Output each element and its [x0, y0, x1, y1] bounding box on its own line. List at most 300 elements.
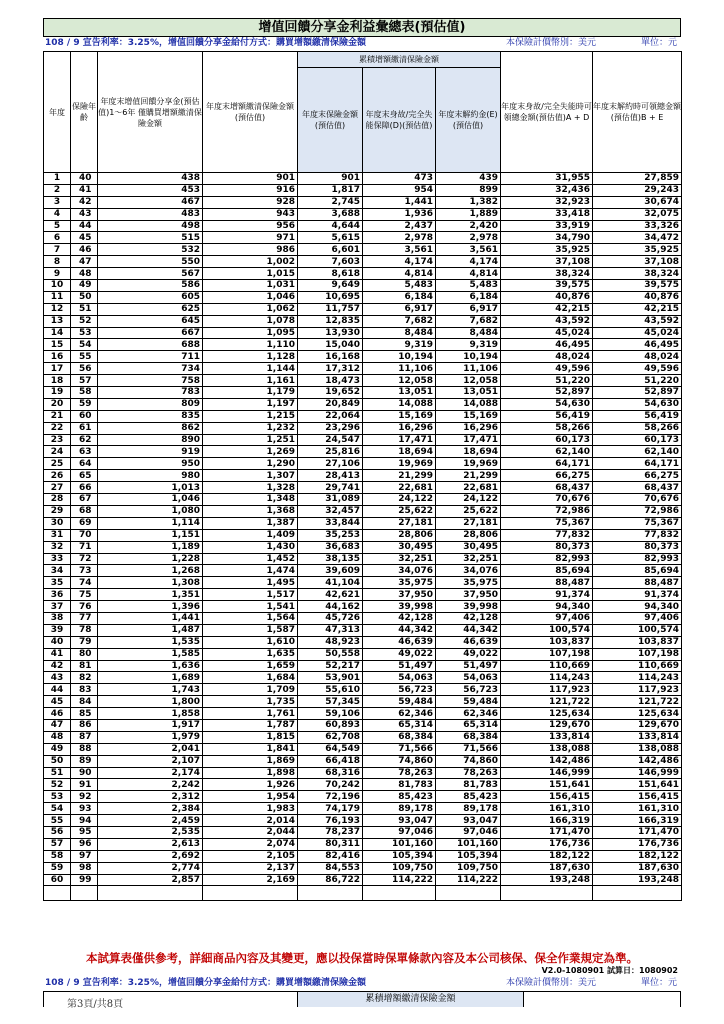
table-cell: 1,095	[203, 327, 298, 339]
table-cell: 161,310	[501, 803, 593, 815]
table-row	[44, 755, 682, 767]
table-cell: 62,346	[436, 708, 501, 720]
table-cell: 6,917	[363, 303, 436, 315]
table-row	[44, 874, 682, 886]
table-cell: 29,741	[298, 482, 363, 494]
table-cell: 7,682	[436, 315, 501, 327]
table-cell: 2,535	[98, 826, 203, 838]
table-cell: 56,419	[501, 410, 593, 422]
table-cell: 2,174	[98, 767, 203, 779]
table-cell: 1,232	[203, 422, 298, 434]
table-cell: 62,346	[363, 708, 436, 720]
table-cell: 22	[44, 422, 71, 434]
table-cell: 1,898	[203, 767, 298, 779]
table-cell: 17	[44, 363, 71, 375]
table-cell: 114,222	[436, 874, 501, 886]
table-cell: 835	[98, 410, 203, 422]
table-cell: 70,676	[593, 494, 682, 506]
table-cell: 53	[44, 791, 71, 803]
footer-table-header	[43, 991, 681, 1007]
table-cell: 32,923	[501, 196, 593, 208]
table-cell: 12,058	[436, 375, 501, 387]
table-cell: 93	[71, 803, 98, 815]
table-cell: 56,723	[363, 684, 436, 696]
table-cell: 35	[44, 577, 71, 589]
table-row	[44, 196, 682, 208]
table-cell: 109,750	[436, 862, 501, 874]
table-cell: 67	[71, 494, 98, 506]
table-cell: 49	[44, 743, 71, 755]
table-row	[44, 482, 682, 494]
table-cell: 4,814	[363, 268, 436, 280]
table-cell: 142,486	[501, 755, 593, 767]
table-body	[44, 173, 682, 901]
table-row	[44, 743, 682, 755]
table-cell: 14,088	[363, 398, 436, 410]
table-cell: 68,437	[501, 482, 593, 494]
table-cell: 4,174	[363, 256, 436, 268]
table-cell: 46,639	[363, 636, 436, 648]
header-death-benefit: 年度末身故/完全失能保障(D)(預估值)	[363, 68, 436, 173]
table-cell: 1,441	[98, 612, 203, 624]
table-row	[44, 315, 682, 327]
table-cell: 928	[203, 196, 298, 208]
table-cell: 980	[98, 470, 203, 482]
table-cell: 103,837	[593, 636, 682, 648]
footer-rate-info: 108 / 9 宣告利率：3.25%，增值回饋分享金給付方式：購買增額繳清保險金額	[45, 978, 366, 988]
table-cell: 74,860	[363, 755, 436, 767]
table-row	[44, 589, 682, 601]
table-cell: 75,367	[593, 517, 682, 529]
table-cell: 52,897	[593, 387, 682, 399]
table-cell: 11,757	[298, 303, 363, 315]
table-cell: 605	[98, 291, 203, 303]
table-cell: 1,635	[203, 648, 298, 660]
table-row	[44, 648, 682, 660]
table-cell: 62,708	[298, 731, 363, 743]
table-cell: 44,342	[363, 624, 436, 636]
table-cell: 2,041	[98, 743, 203, 755]
table-cell: 37,108	[593, 256, 682, 268]
table-cell: 94,340	[501, 601, 593, 613]
table-cell: 950	[98, 458, 203, 470]
table-row	[44, 862, 682, 874]
table-row	[44, 422, 682, 434]
table-cell: 49,596	[593, 363, 682, 375]
table-cell: 483	[98, 208, 203, 220]
table-cell: 72	[71, 553, 98, 565]
table-cell: 105,394	[363, 850, 436, 862]
table-cell: 107,198	[593, 648, 682, 660]
table-cell: 91,374	[593, 589, 682, 601]
table-cell: 2	[44, 184, 71, 196]
table-cell: 22,681	[363, 482, 436, 494]
table-cell: 77	[71, 612, 98, 624]
table-cell: 68,384	[436, 731, 501, 743]
table-cell: 54,063	[436, 672, 501, 684]
table-cell: 30	[44, 517, 71, 529]
table-cell: 65,314	[436, 719, 501, 731]
table-row	[44, 708, 682, 720]
table-cell: 1,869	[203, 755, 298, 767]
info-bar	[43, 37, 681, 50]
table-cell: 78,263	[436, 767, 501, 779]
table-cell: 32,436	[501, 184, 593, 196]
table-cell: 438	[98, 173, 203, 185]
table-cell: 88,487	[501, 577, 593, 589]
table-row	[44, 719, 682, 731]
table-cell: 80	[71, 648, 98, 660]
table-row	[44, 363, 682, 375]
table-cell: 59	[71, 398, 98, 410]
table-cell: 50	[44, 755, 71, 767]
table-cell: 81,783	[363, 779, 436, 791]
table-cell: 1,541	[203, 601, 298, 613]
table-cell: 31,955	[501, 173, 593, 185]
table-cell: 1,858	[98, 708, 203, 720]
table-row	[44, 850, 682, 862]
table-cell: 60,893	[298, 719, 363, 731]
table-row	[44, 791, 682, 803]
table-cell: 28,413	[298, 470, 363, 482]
table-cell: 46,639	[436, 636, 501, 648]
table-cell: 17,471	[436, 434, 501, 446]
table-row	[44, 529, 682, 541]
table-cell: 1,114	[98, 517, 203, 529]
table-cell: 2,137	[203, 862, 298, 874]
table-cell: 1,926	[203, 779, 298, 791]
table-cell: 1,268	[98, 565, 203, 577]
table-cell: 34,076	[436, 565, 501, 577]
table-cell: 6,184	[363, 291, 436, 303]
table-cell: 24,122	[436, 494, 501, 506]
table-cell: 84	[71, 696, 98, 708]
table-cell: 1,179	[203, 387, 298, 399]
table-cell: 42,128	[363, 612, 436, 624]
table-row	[44, 256, 682, 268]
table-cell: 59	[44, 862, 71, 874]
table-cell: 18	[44, 375, 71, 387]
table-row	[44, 410, 682, 422]
table-cell: 901	[203, 173, 298, 185]
table-cell: 1,189	[98, 541, 203, 553]
table-cell: 60	[71, 410, 98, 422]
table-cell: 1,610	[203, 636, 298, 648]
currency-info: 本保險計價幣別：美元	[506, 38, 597, 48]
table-cell: 12,058	[363, 375, 436, 387]
table-cell: 2,437	[363, 220, 436, 232]
table-cell: 899	[436, 184, 501, 196]
table-cell: 53	[71, 327, 98, 339]
table-cell: 2,774	[98, 862, 203, 874]
table-cell: 193,248	[501, 874, 593, 886]
table-cell: 25	[44, 458, 71, 470]
footer-group-header: 累積增額繳清保險金額	[297, 992, 524, 1007]
table-cell: 66,418	[298, 755, 363, 767]
table-cell: 645	[98, 315, 203, 327]
table-cell: 971	[203, 232, 298, 244]
table-cell: 532	[98, 244, 203, 256]
table-cell: 1,535	[98, 636, 203, 648]
table-row	[44, 565, 682, 577]
table-cell: 49,596	[501, 363, 593, 375]
table-cell: 16,296	[363, 422, 436, 434]
table-cell: 78,263	[363, 767, 436, 779]
table-cell: 2,459	[98, 815, 203, 827]
table-cell: 862	[98, 422, 203, 434]
table-cell: 85,423	[436, 791, 501, 803]
table-cell: 473	[363, 173, 436, 185]
table-cell: 9,319	[363, 339, 436, 351]
table-cell: 6,601	[298, 244, 363, 256]
table-cell: 19,652	[298, 387, 363, 399]
table-cell: 5,615	[298, 232, 363, 244]
table-cell: 1,078	[203, 315, 298, 327]
table-cell: 34,472	[593, 232, 682, 244]
table-cell: 42	[44, 660, 71, 672]
table-cell: 2,107	[98, 755, 203, 767]
table-cell: 114,243	[593, 672, 682, 684]
table-cell: 74	[71, 577, 98, 589]
table-cell: 91	[71, 779, 98, 791]
page-title: 增值回饋分享金利益彙總表(預估值)	[43, 18, 681, 37]
table-cell: 1,709	[203, 684, 298, 696]
table-row	[44, 208, 682, 220]
table-cell: 1,387	[203, 517, 298, 529]
table-cell: 39,575	[501, 280, 593, 292]
table-cell: 182,122	[501, 850, 593, 862]
table-cell: 688	[98, 339, 203, 351]
table-cell: 439	[436, 173, 501, 185]
empty-cell	[501, 886, 593, 901]
table-cell: 16,296	[436, 422, 501, 434]
table-cell: 8,484	[363, 327, 436, 339]
table-cell: 2,074	[203, 838, 298, 850]
table-row	[44, 173, 682, 185]
table-cell: 62	[71, 434, 98, 446]
table-cell: 19,969	[436, 458, 501, 470]
disclaimer-note: 本試算表僅供參考，詳細商品內容及其變更，應以投保當時保單條款內容及本公司核保、保全作業規定為準。	[86, 951, 638, 965]
benefit-table	[43, 51, 682, 901]
table-cell: 7,682	[363, 315, 436, 327]
table-row	[44, 291, 682, 303]
table-cell: 35,925	[593, 244, 682, 256]
table-cell: 4	[44, 208, 71, 220]
table-cell: 56,723	[436, 684, 501, 696]
table-cell: 89	[71, 755, 98, 767]
table-cell: 33	[44, 553, 71, 565]
table-row	[44, 351, 682, 363]
table-cell: 46,495	[501, 339, 593, 351]
table-cell: 1,495	[203, 577, 298, 589]
table-cell: 43,592	[593, 315, 682, 327]
table-cell: 1,197	[203, 398, 298, 410]
table-cell: 15,169	[436, 410, 501, 422]
empty-cell	[363, 886, 436, 901]
table-cell: 89,178	[363, 803, 436, 815]
table-cell: 42	[71, 196, 98, 208]
table-cell: 35,975	[436, 577, 501, 589]
table-cell: 78	[71, 624, 98, 636]
table-cell: 1,046	[98, 494, 203, 506]
table-cell: 43,592	[501, 315, 593, 327]
table-cell: 66,275	[593, 470, 682, 482]
table-cell: 91,374	[501, 589, 593, 601]
table-cell: 22,064	[298, 410, 363, 422]
table-cell: 10,194	[436, 351, 501, 363]
table-cell: 100,574	[593, 624, 682, 636]
table-cell: 87	[71, 731, 98, 743]
table-cell: 42,215	[501, 303, 593, 315]
header-paidup-amount: 年度末增額繳清保險金額(預估值)	[203, 52, 298, 173]
table-cell: 74,179	[298, 803, 363, 815]
table-cell: 1,517	[203, 589, 298, 601]
table-cell: 43	[71, 208, 98, 220]
table-row	[44, 684, 682, 696]
table-cell: 46	[71, 244, 98, 256]
table-cell: 1	[44, 173, 71, 185]
table-cell: 38,324	[593, 268, 682, 280]
table-cell: 1,144	[203, 363, 298, 375]
table-cell: 1,110	[203, 339, 298, 351]
table-cell: 1,290	[203, 458, 298, 470]
table-cell: 166,319	[501, 815, 593, 827]
table-cell: 51,220	[593, 375, 682, 387]
table-cell: 498	[98, 220, 203, 232]
table-cell: 25,622	[436, 505, 501, 517]
table-cell: 58,266	[501, 422, 593, 434]
table-cell: 14,088	[436, 398, 501, 410]
table-cell: 467	[98, 196, 203, 208]
table-cell: 59,106	[298, 708, 363, 720]
table-cell: 76,193	[298, 815, 363, 827]
table-cell: 48,024	[593, 351, 682, 363]
table-cell: 1,815	[203, 731, 298, 743]
table-cell: 107,198	[501, 648, 593, 660]
table-cell: 73	[71, 565, 98, 577]
table-cell: 166,319	[593, 815, 682, 827]
table-cell: 57,345	[298, 696, 363, 708]
table-cell: 51,220	[501, 375, 593, 387]
table-cell: 1,307	[203, 470, 298, 482]
table-cell: 21	[44, 410, 71, 422]
table-cell: 28,806	[436, 529, 501, 541]
table-cell: 68	[71, 505, 98, 517]
table-row	[44, 577, 682, 589]
table-cell: 156,415	[593, 791, 682, 803]
table-cell: 129,670	[593, 719, 682, 731]
table-cell: 14	[44, 327, 71, 339]
table-cell: 64,171	[593, 458, 682, 470]
table-cell: 85,423	[363, 791, 436, 803]
table-cell: 81	[71, 660, 98, 672]
table-cell: 1,800	[98, 696, 203, 708]
table-cell: 94,340	[593, 601, 682, 613]
table-cell: 25,622	[363, 505, 436, 517]
table-row	[44, 517, 682, 529]
table-cell: 97,406	[593, 612, 682, 624]
table-cell: 56,419	[593, 410, 682, 422]
table-cell: 44,342	[436, 624, 501, 636]
table-cell: 54,630	[593, 398, 682, 410]
table-cell: 986	[203, 244, 298, 256]
table-cell: 68,384	[363, 731, 436, 743]
table-cell: 11,106	[363, 363, 436, 375]
table-row	[44, 446, 682, 458]
header-surrender-total: 年度末解約時可領總金額(預估值)B + E	[593, 52, 682, 173]
table-cell: 42,215	[593, 303, 682, 315]
table-cell: 27,181	[436, 517, 501, 529]
table-cell: 54	[44, 803, 71, 815]
table-cell: 93,047	[363, 815, 436, 827]
table-cell: 2,613	[98, 838, 203, 850]
table-cell: 15	[44, 339, 71, 351]
table-cell: 57	[44, 838, 71, 850]
table-row	[44, 398, 682, 410]
table-cell: 27,859	[593, 173, 682, 185]
table-cell: 161,310	[593, 803, 682, 815]
table-cell: 37,950	[363, 589, 436, 601]
table-cell: 9,319	[436, 339, 501, 351]
table-cell: 57	[71, 375, 98, 387]
table-cell: 70,676	[501, 494, 593, 506]
table-cell: 90	[71, 767, 98, 779]
table-cell: 105,394	[436, 850, 501, 862]
empty-cell	[44, 886, 71, 901]
table-cell: 49,022	[436, 648, 501, 660]
table-cell: 50,558	[298, 648, 363, 660]
header-group-cumulative: 累積增額繳清保險金額	[298, 52, 501, 68]
table-cell: 151,641	[593, 779, 682, 791]
table-cell: 52	[44, 779, 71, 791]
table-cell: 34,076	[363, 565, 436, 577]
table-cell: 1,308	[98, 577, 203, 589]
table-cell: 12	[44, 303, 71, 315]
table-cell: 37,950	[436, 589, 501, 601]
table-cell: 2,978	[436, 232, 501, 244]
empty-cell	[98, 886, 203, 901]
table-cell: 30,495	[436, 541, 501, 553]
table-cell: 98	[71, 862, 98, 874]
table-cell: 101,160	[363, 838, 436, 850]
table-cell: 18,694	[363, 446, 436, 458]
footer-info-bar	[43, 977, 681, 990]
table-cell: 51,497	[436, 660, 501, 672]
table-row	[44, 838, 682, 850]
table-row	[44, 268, 682, 280]
table-cell: 10	[44, 280, 71, 292]
table-cell: 1,430	[203, 541, 298, 553]
table-cell: 55,610	[298, 684, 363, 696]
table-cell: 1,015	[203, 268, 298, 280]
table-cell: 6,917	[436, 303, 501, 315]
table-cell: 1,452	[203, 553, 298, 565]
table-row	[44, 387, 682, 399]
table-cell: 33,326	[593, 220, 682, 232]
table-cell: 1,474	[203, 565, 298, 577]
table-cell: 2,420	[436, 220, 501, 232]
rate-info: 108 / 9 宣告利率：3.25%，增值回饋分享金給付方式：購買增額繳清保險金額	[45, 38, 366, 48]
table-cell: 71	[71, 541, 98, 553]
table-cell: 45,024	[501, 327, 593, 339]
header-year: 年度	[44, 52, 71, 173]
table-row	[44, 244, 682, 256]
table-cell: 45,726	[298, 612, 363, 624]
table-cell: 28	[44, 494, 71, 506]
table-cell: 2,978	[363, 232, 436, 244]
table-cell: 103,837	[501, 636, 593, 648]
table-cell: 56	[71, 363, 98, 375]
